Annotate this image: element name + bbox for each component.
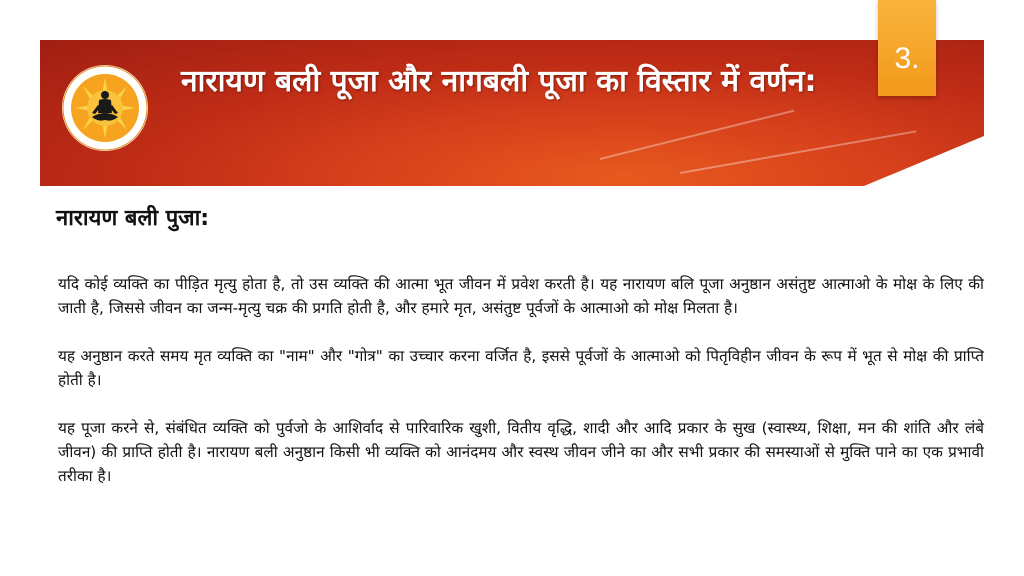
slide-title: नारायण बली पूजा और नागबली पूजा का विस्तार में वर्णन: — [181, 64, 817, 99]
section-heading: नारायण बली पुजा: — [56, 206, 210, 231]
meditation-figure-icon — [62, 65, 148, 151]
organization-logo — [62, 65, 148, 151]
body-text — [58, 272, 984, 512]
paragraph: यह पूजा करने से, संबंधित व्यक्ति को पुर्वजो के आशिर्वाद से पारिवारिक खुशी, वितीय वृद्धि, शादी और आदि प्रकार के सुख (स्वास्थ्य, शिक्षा, मन की शांति और लंबे जीवन) की प्राप्ति होती है। नारायण बली अनुष्ठान किसी भी व्यक्ति को आनंदमय और स्वस्थ जीवन जीने का और सभी प्रकार की समस्याओं से मुक्ति पाने का एक प्रभावी तरीका है। — [58, 419, 984, 485]
banner-corner-cut — [864, 136, 984, 186]
slide-number: 3. — [894, 42, 920, 75]
decorative-streak — [600, 110, 795, 160]
paragraph: यह अनुष्ठान करते समय मृत व्यक्ति का "नाम" और "गोत्र" का उच्चार करना वर्जित है, इससे पूर्वजों के आत्माओ को पितृविहीन जीवन के रूप में भूत से मोक्ष की प्राप्ति होती है। — [58, 347, 984, 389]
paragraph: यदि कोई व्यक्ति का पीड़ित मृत्यु होता है, तो उस व्यक्ति की आत्मा भूत जीवन में प्रवेश करती है। यह नारायण बलि पूजा अनुष्ठान असंतुष्ट आत्माओ के मोक्ष के लिए की जाती है, जिससे जीवन का जन्म-मृत्यु चक्र की प्रगति होती है, और हमारे मृत, असंतुष्ट पूर्वजों के आत्माओ को मोक्ष मिलता है। — [58, 275, 984, 317]
slide-number-badge — [878, 0, 936, 96]
